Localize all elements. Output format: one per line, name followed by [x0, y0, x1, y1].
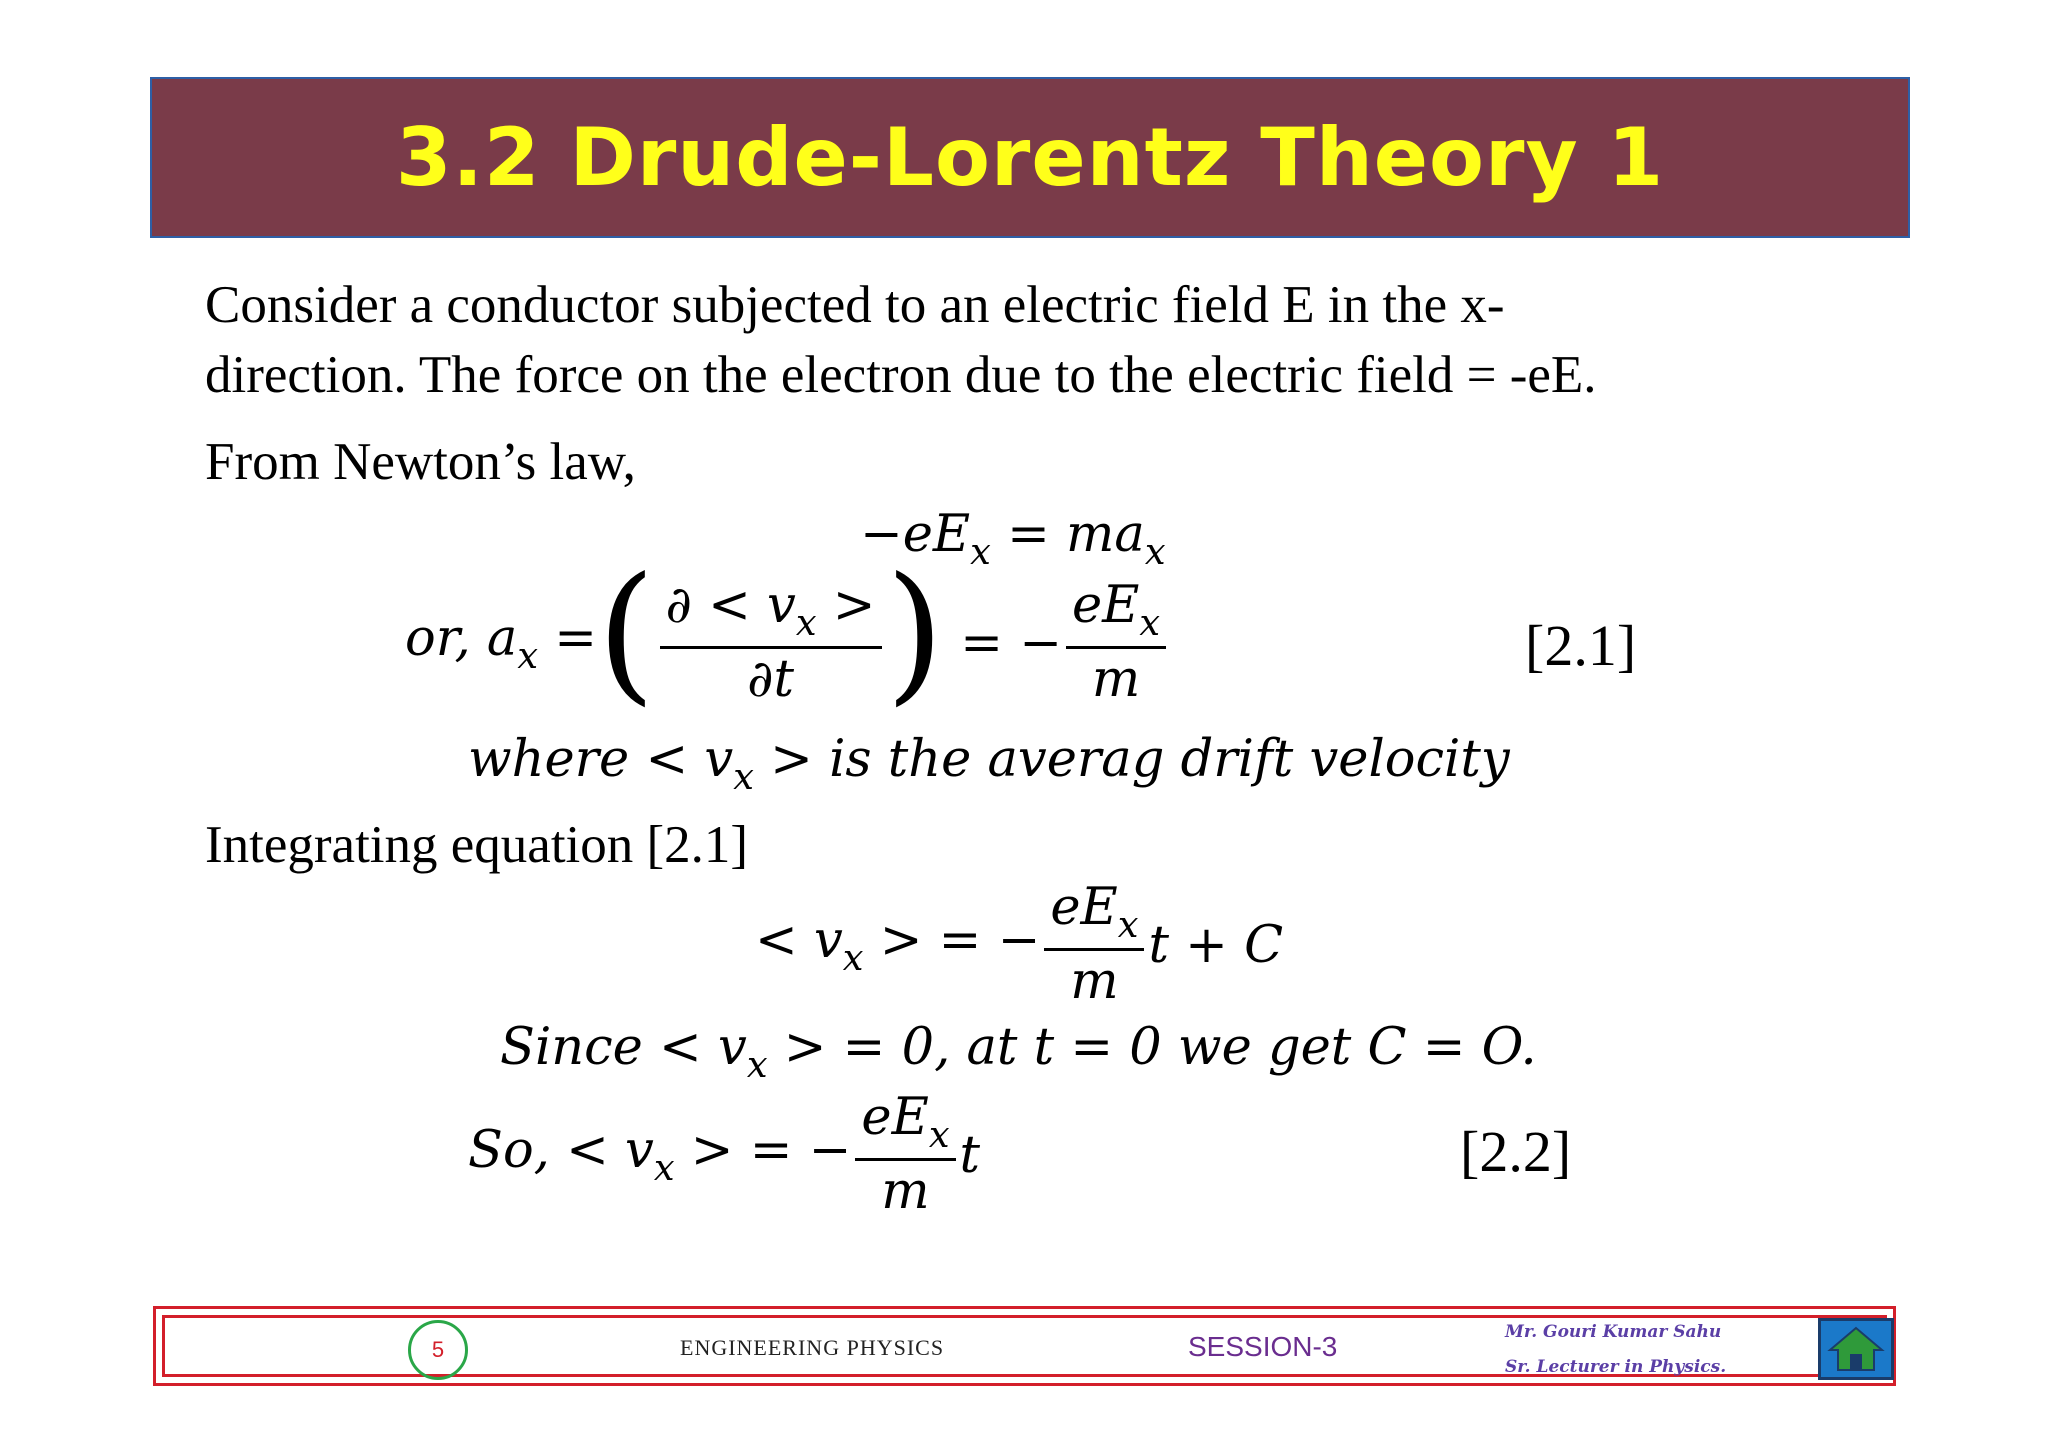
right-paren: )	[885, 546, 945, 720]
equation-label-2-2: [2.2]	[1460, 1119, 1572, 1184]
author-name: Mr. Gouri Kumar Sahu	[1505, 1322, 1722, 1342]
fraction-dvdt: $\frac{\partial < v_x >}{\partial t}$	[660, 579, 882, 707]
author-title: Sr. Lecturer in Physics.	[1505, 1357, 1727, 1377]
home-button[interactable]	[1818, 1318, 1894, 1380]
equation-integrated: < $v_x$ > = − $\frac{eE_x}{m}$ t + C	[755, 878, 1284, 1012]
fraction-eex-m-3: $\frac{eE_x}{m}$	[855, 1091, 955, 1219]
left-paren: (	[596, 546, 656, 720]
title-banner	[150, 77, 1910, 238]
body-line-2: direction. The force on the electron due to the electric field = -eE.	[205, 346, 1597, 404]
where-tail: > is the averag drift velocity	[753, 730, 1510, 789]
equation-newton: $-eE_x = ma_x$	[860, 505, 1166, 573]
where-text: where < v	[468, 730, 734, 789]
body-line-4: Integrating equation [2.1]	[205, 816, 749, 874]
body-line-3: From Newton’s law,	[205, 433, 636, 491]
body-line-1: Consider a conductor subjected to an electric field E in the x-	[205, 276, 1505, 334]
since-tail: > = 0, at t = 0 we get C = O.	[767, 1018, 1537, 1077]
since-note: Since < $v_x$ > = 0, at t = 0 we get C = O.	[500, 1018, 1537, 1086]
equation-2-1: or, $a_x$ = ( $\frac{\partial < v_x >}{\partial t}$ ) = − $\frac{eE_x}{m}$	[405, 558, 1170, 728]
home-icon	[1826, 1324, 1886, 1374]
course-name: ENGINEERING PHYSICS	[680, 1335, 945, 1360]
equation-newton-rhs: = ma	[1007, 505, 1145, 564]
fraction-eex-m-2: $\frac{eE_x}{m}$	[1044, 881, 1144, 1009]
fraction-eex-m: $\frac{eE_x}{m}$	[1066, 579, 1166, 707]
equation-2-2: So, < $v_x$ > = − $\frac{eE_x}{m}$ t	[468, 1088, 981, 1222]
equation-newton-lhs: −eE	[860, 505, 971, 564]
page-number: 5	[408, 1320, 468, 1380]
equation-label-2-1: [2.1]	[1525, 613, 1637, 678]
where-note: where < $v_x$ > is the averag drift velocity	[468, 730, 1510, 798]
session-label: SESSION-3	[1188, 1331, 1338, 1362]
since-text: Since < v	[500, 1018, 747, 1077]
slide-title: 3.2 Drude-Lorentz Theory 1	[395, 111, 1665, 204]
